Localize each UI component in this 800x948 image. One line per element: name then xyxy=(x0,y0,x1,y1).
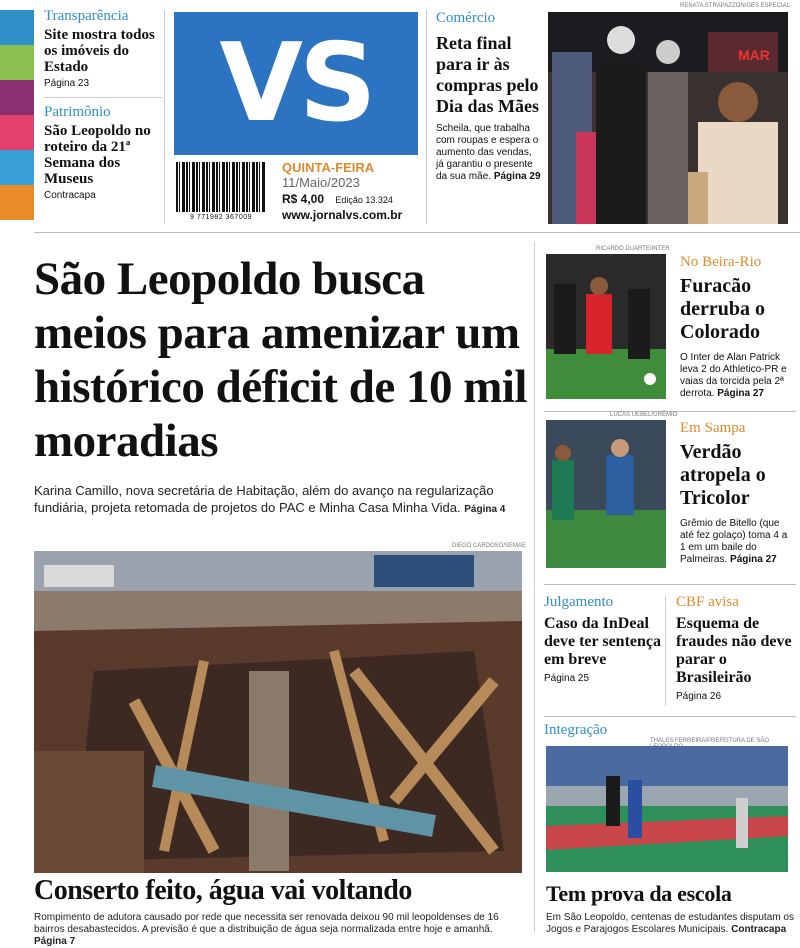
vs-logo[interactable] xyxy=(174,12,418,155)
left-teasers xyxy=(44,8,162,201)
photo-excavation[interactable] xyxy=(34,551,522,873)
kicker: CBF avisa xyxy=(676,594,739,610)
bottom-headline[interactable]: Conserto feito, água vai voltando xyxy=(34,875,412,906)
barcode-number: 9 771982 367009 xyxy=(190,214,252,221)
teaser-body-text: O Inter de Alan Patrick leva 2 do Athletico-PR e vaias da torcida pela 2ª derrota. xyxy=(680,352,787,399)
barcode xyxy=(176,162,266,224)
stripe-block xyxy=(0,150,34,185)
divider xyxy=(544,716,796,717)
stripe-block xyxy=(0,185,34,220)
photo-school-race[interactable] xyxy=(546,746,788,872)
teaser-body xyxy=(680,352,795,400)
page-ref: Página 26 xyxy=(676,691,722,702)
page-ref: Página 25 xyxy=(544,673,590,684)
page-ref: Página 27 xyxy=(717,388,764,399)
teaser-transparencia[interactable] xyxy=(44,8,162,89)
teaser-body xyxy=(680,518,795,566)
stripe-block xyxy=(0,10,34,45)
shop-photo-illustration xyxy=(548,12,788,224)
teaser-em-sampa[interactable] xyxy=(680,420,795,566)
teaser-cbf-avisa[interactable] xyxy=(676,594,796,702)
photo-credit: RICARDO DUARTE/INTER xyxy=(596,246,670,252)
race-photo-illustration xyxy=(546,746,788,872)
teaser-patrimonio[interactable] xyxy=(44,104,162,201)
kicker: Comércio xyxy=(436,10,496,26)
kicker: Em Sampa xyxy=(680,420,746,436)
divider xyxy=(544,584,796,585)
page-ref: Contracapa xyxy=(731,924,787,935)
teaser-comercio[interactable] xyxy=(436,10,542,183)
divider xyxy=(534,242,535,932)
main-headline[interactable]: São Leopoldo busca meios para amenizar um histórico déficit de 10 mil moradias xyxy=(34,253,527,467)
teaser-title: Furacão derruba o Colorado xyxy=(680,275,765,343)
edition-number: Edição 13.324 xyxy=(335,195,393,205)
divider xyxy=(665,596,666,706)
teaser-title: Site mostra todos os imóveis do Estado xyxy=(44,27,155,75)
photo-credit: THALES FERREIRA/PREFEITURA DE SÃO xyxy=(650,738,770,744)
divider xyxy=(34,232,800,233)
teaser-body-text: Scheila, que trabalha com roupas e espera o aumento das vendas, já garantiu o presente da sua mãe. xyxy=(436,123,539,182)
soccer-photo-illustration xyxy=(546,254,666,399)
teaser-title: Esquema de fraudes não deve parar o Brasileirão xyxy=(676,615,792,686)
edition-info xyxy=(282,160,422,222)
kicker: Integração xyxy=(544,722,608,738)
bottom-deck xyxy=(34,912,524,948)
website-link[interactable]: www.jornalvs.com.br xyxy=(282,208,403,222)
kicker: Julgamento xyxy=(544,594,614,610)
photo-credit: DIEGO CARDOSO/SEMAE xyxy=(452,543,527,549)
logo-text: VS xyxy=(219,20,373,146)
edition-price-line xyxy=(282,192,422,206)
teaser-title: Verdão atropela o Tricolor xyxy=(680,441,766,509)
teaser-title: Caso da InDeal deve ter sentença em breve xyxy=(544,615,661,668)
teaser-title: São Leopoldo no roteiro da 21ª Semana dos Museus xyxy=(44,123,151,187)
kicker: Patrimônio xyxy=(44,104,111,120)
photo-shop-mannequins[interactable] xyxy=(548,12,788,224)
photo-credit: RENATA STRAPAZZON/GES ESPECIAL xyxy=(680,3,791,9)
excavation-illustration xyxy=(34,551,522,873)
stripe-block xyxy=(0,80,34,115)
main-deck-text: Karina Camillo, nova secretária de Habitação, além do avanço na regularização fundiária, projeta retomada de projetos do PAC e Minha Casa Minha Vida. xyxy=(34,483,494,515)
kicker: No Beira-Rio xyxy=(680,254,762,270)
integracao-deck xyxy=(546,912,796,936)
edition-price: R$ 4,00 xyxy=(282,192,325,206)
page-ref: Contracapa xyxy=(44,190,96,201)
kicker: Transparência xyxy=(44,8,129,24)
photo-inter-match[interactable] xyxy=(546,254,666,399)
photo-credit: LUCAS UEBEL/GRÊMIO xyxy=(610,412,678,418)
svg-text:MAR: MAR xyxy=(738,47,770,63)
soccer-photo-illustration xyxy=(546,420,666,568)
section-color-stripe xyxy=(0,10,34,220)
teaser-title: Reta final para ir às compras pelo Dia das Mães xyxy=(436,33,539,116)
teaser-body-text: Grêmio de Bitello (que até fez golaço) toma 4 a 1 em um baile do Palmeiras. xyxy=(680,518,788,565)
divider xyxy=(426,10,427,224)
divider xyxy=(164,10,165,224)
stripe-block xyxy=(0,115,34,150)
page-ref: Página 7 xyxy=(34,936,76,947)
edition-day: QUINTA-FEIRA xyxy=(282,160,375,175)
integracao-deck-text: Em São Leopoldo, centenas de estudantes disputam os Jogos e Parajogos Escolares Municipais. xyxy=(546,912,794,935)
edition-date: 11/Maio/2023 xyxy=(282,175,360,190)
divider xyxy=(44,97,162,98)
photo-gremio-match[interactable] xyxy=(546,420,666,568)
main-deck xyxy=(34,482,534,518)
barcode-bars xyxy=(176,162,266,212)
teaser-beira-rio[interactable] xyxy=(680,254,795,400)
stripe-block xyxy=(0,45,34,80)
page-ref: Página 4 xyxy=(464,504,506,515)
teaser-body xyxy=(436,123,542,183)
page-ref: Página 29 xyxy=(493,171,541,182)
teaser-julgamento[interactable] xyxy=(544,594,664,684)
page-ref: Página 23 xyxy=(44,78,90,89)
integracao-headline[interactable]: Tem prova da escola xyxy=(546,881,732,906)
bottom-deck-text: Rompimento de adutora causado por rede que necessita ser renovada deixou 90 mil leopoldenses de 16 bairros desabastecidos. A previsão é que a distribuição de água seja normalizada entre hoje e amanhã. xyxy=(34,912,499,935)
page-ref: Página 27 xyxy=(730,554,777,565)
